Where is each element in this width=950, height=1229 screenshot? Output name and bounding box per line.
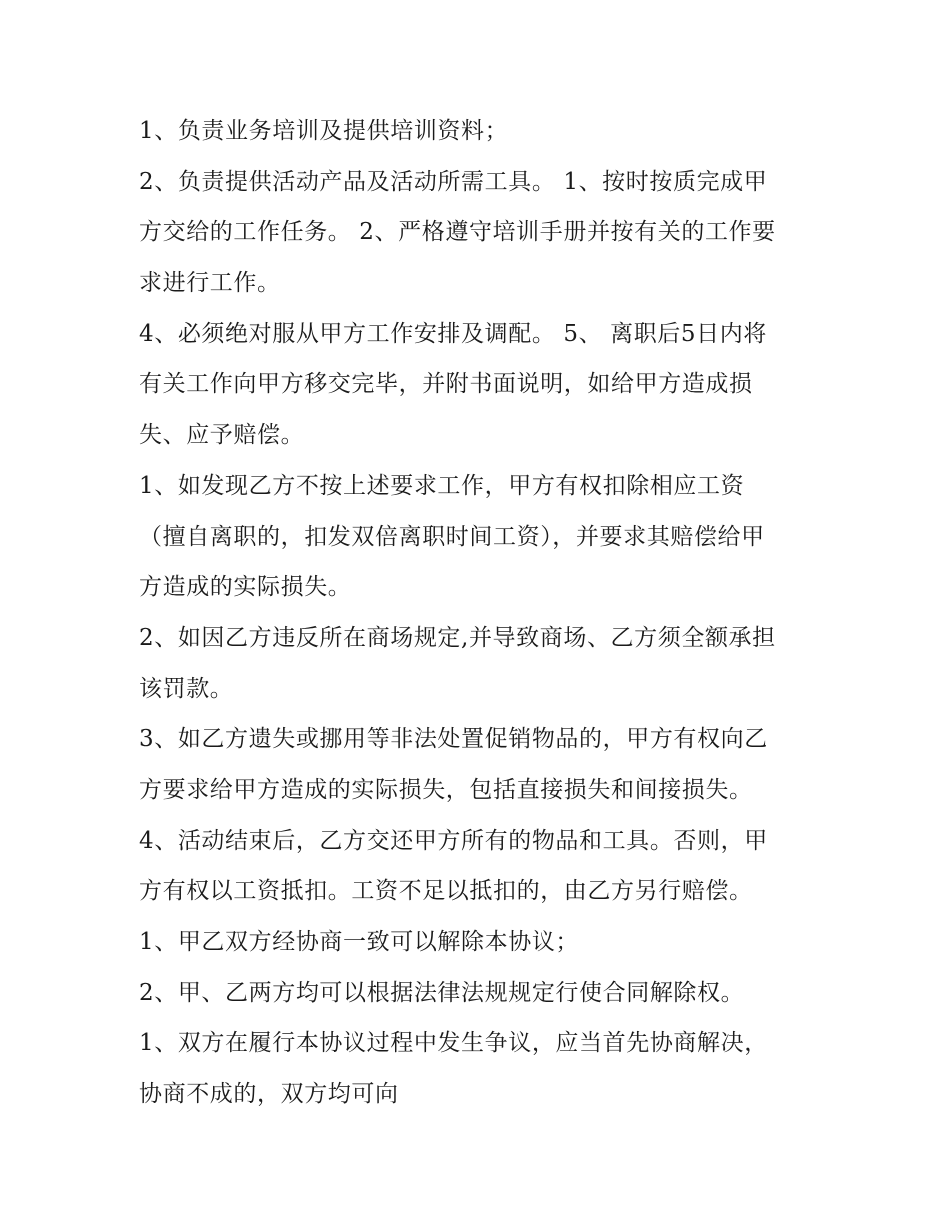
text-line: 失、应予赔偿。: [139, 422, 305, 449]
text-line: 2、负责提供活动产品及活动所需工具。 1、按时按质完成甲: [139, 168, 768, 195]
text-line: 求进行工作。: [139, 270, 281, 297]
document-body: [139, 112, 819, 1126]
text-line: 1、负责业务培训及提供培训资料；: [139, 118, 509, 144]
text-line: 方造成的实际损失。: [139, 574, 352, 601]
text-line: 2、甲、乙两方均可以根据法律法规规定行使合同解除权。: [139, 979, 745, 1006]
text-line: 方有权以工资抵扣。工资不足以抵扣的，由乙方另行赔偿。: [139, 878, 753, 905]
text-line: 2、如因乙方违反所在商场规定,并导致商场、乙方须全额承担: [139, 624, 776, 651]
text-line: 4、必须绝对服从甲方工作安排及调配。 5、 离职后5日内将: [139, 320, 767, 347]
text-line: 3、如乙方遗失或挪用等非法处置促销物品的，甲方有权向乙: [139, 726, 768, 753]
text-line: 方交给的工作任务。 2、严格遵守培训手册并按有关的工作要: [139, 219, 776, 246]
text-line: 有关工作向甲方移交完毕，并附书面说明，如给甲方造成损: [139, 371, 753, 398]
text-line: 1、双方在履行本协议过程中发生争议，应当首先协商解决，: [139, 1030, 768, 1057]
text-line: 1、如发现乙方不按上述要求工作，甲方有权扣除相应工资: [139, 472, 745, 499]
text-line: 1、甲乙双方经协商一致可以解除本协议；: [139, 929, 580, 955]
text-line: 该罚款。: [139, 675, 234, 702]
text-line: （擅自离职的，扣发双倍离职时间工资），并要求其赔偿给甲: [139, 523, 765, 550]
text-line: 方要求给甲方造成的实际损失，包括直接损失和间接损失。: [139, 776, 753, 803]
text-line: 协商不成的，双方均可向: [139, 1081, 399, 1108]
text-line: 4、活动结束后，乙方交还甲方所有的物品和工具。否则，甲: [139, 827, 768, 854]
